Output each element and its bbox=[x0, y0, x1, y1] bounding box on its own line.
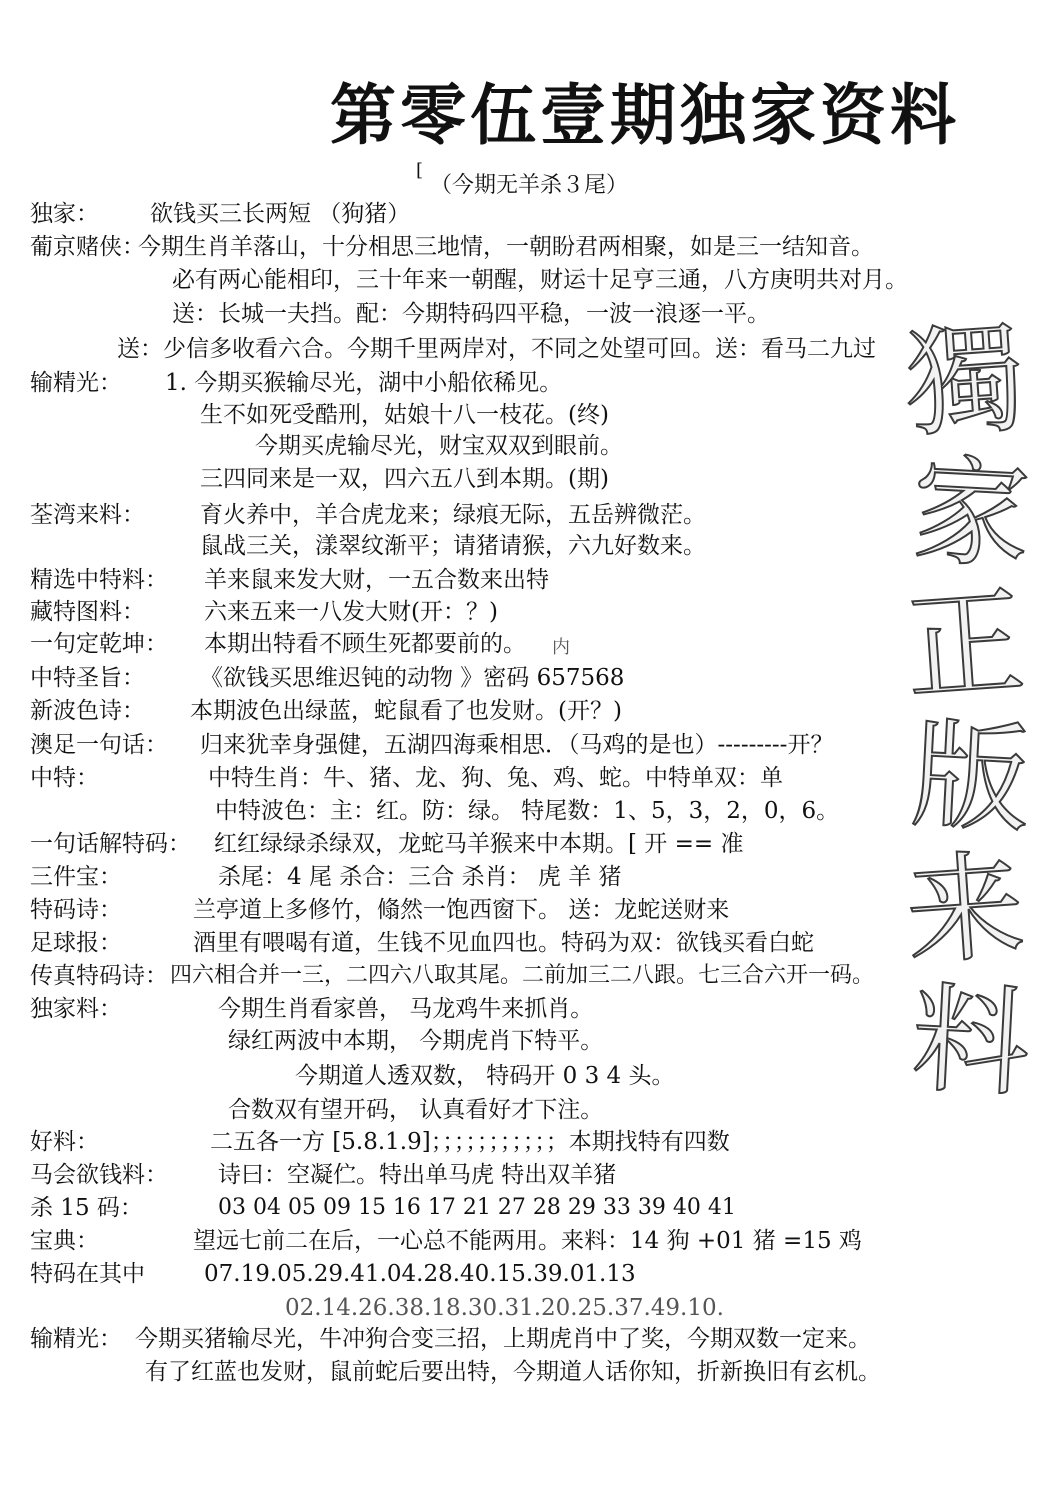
row-label: 荃湾来料： bbox=[30, 502, 145, 528]
row-text: 二五各一方 [5.8.1.9]；；；；；；；；；；；本期找特有四数 bbox=[210, 1129, 730, 1155]
watermark-stamp bbox=[895, 308, 1035, 1114]
watermark-char: 版 bbox=[908, 705, 1034, 850]
row-text: 红红绿绿杀绿双，龙蛇马羊猴来中本期。[ 开 == 准 bbox=[214, 831, 744, 857]
row-text: 今期道人透双数， 特码开 0 3 4 头。 bbox=[295, 1063, 675, 1089]
row-text: 六来五来一八发大财(开：？) bbox=[204, 599, 498, 625]
page-subtitle: （今期无羊杀３尾） bbox=[430, 173, 629, 198]
row-text: 归来犹幸身强健，五湖四海乘相思．（马鸡的是也）---------开？ bbox=[200, 732, 834, 758]
row-label: 杀 15 码： bbox=[30, 1195, 143, 1221]
row-label: 藏特图料： bbox=[30, 599, 145, 625]
row-label: 三件宝： bbox=[30, 864, 122, 890]
row-label: 澳足一句话： bbox=[30, 732, 168, 758]
row-label: 宝典： bbox=[30, 1228, 99, 1254]
row-text: 鼠战三关，漾翠纹渐平；请猪请猴，六九好数来。 bbox=[200, 533, 706, 559]
row-text: 中特生肖：牛、猪、龙、狗、兔、鸡、蛇。中特单双：单 bbox=[208, 765, 783, 791]
row-label: 特码在其中 bbox=[30, 1261, 145, 1287]
row-text: 今期买猪输尽光，牛冲狗合变三招，上期虎肖中了奖，今期双数一定来。 bbox=[135, 1326, 871, 1352]
row-label: 一句定乾坤： bbox=[30, 631, 168, 657]
watermark-char: 正 bbox=[901, 572, 1029, 718]
row-text: 四六相合并一三，二四六八取其尾。二前加三二八跟。七三合六开一码。 bbox=[170, 963, 875, 988]
row-text: 有了红蓝也发财，鼠前蛇后要出特，今期道人话你知，折新换旧有玄机。 bbox=[145, 1359, 881, 1385]
watermark-char: 家 bbox=[908, 441, 1034, 586]
row-text: 《欲钱买思维迟钝的动物 》密码 657568 bbox=[200, 665, 625, 691]
row-text: 生不如死受酷刑，姑娘十八一枝花。(终) bbox=[200, 402, 609, 428]
row-text: 必有两心能相印，三十年来一朝醒，财运十足亨三通，八方庚明共对月。 bbox=[172, 267, 908, 293]
row-text: 02.14.26.38.18.30.31.20.25.37.49.10. bbox=[285, 1295, 724, 1321]
row-label: 独家： bbox=[30, 201, 99, 227]
row-label: 精选中特料： bbox=[30, 567, 168, 593]
row-text: 望远七前二在后，一心总不能两用。来料：14 狗 +01 猪 =15 鸡 bbox=[193, 1228, 862, 1254]
watermark-char: 料 bbox=[908, 969, 1034, 1114]
row-text: 酒里有喂喝有道，生钱不见血四也。特码为双：欲钱买看白蛇 bbox=[193, 930, 814, 956]
row-label: 中特： bbox=[30, 765, 99, 791]
row-text: 兰亭道上多修竹，翛然一饱西窗下。 送：龙蛇送财来 bbox=[193, 897, 730, 923]
row-text: 中特波色：主：红。防：绿。 特尾数：1、5，3，2，0，6。 bbox=[215, 798, 840, 824]
row-text: 杀尾：4 尾 杀合：三合 杀肖： 虎 羊 猪 bbox=[218, 864, 622, 890]
row-label: 特码诗： bbox=[30, 897, 122, 923]
row-label: 新波色诗： bbox=[30, 698, 145, 724]
row-text: 送：少信多收看六合。今期千里两岸对，不同之处望可回。送：看马二九过 bbox=[117, 336, 876, 362]
row-text: 合数双有望开码， 认真看好才下注。 bbox=[228, 1097, 604, 1123]
row-text: 羊来鼠来发大财，一五合数来出特 bbox=[204, 567, 549, 593]
row-text: 本期波色出绿蓝，蛇鼠看了也发财。(开？) bbox=[190, 698, 622, 724]
page-title: 第零伍壹期独家资料 bbox=[330, 77, 960, 154]
row-label: 中特圣旨： bbox=[30, 665, 145, 691]
row-text: 03 04 05 09 15 16 17 21 27 28 29 33 39 40 41 bbox=[218, 1195, 736, 1220]
row-label: 一句话解特码： bbox=[30, 831, 191, 857]
row-text: 本期出特看不顾生死都要前的。 bbox=[204, 631, 526, 657]
row-text: 07.19.05.29.41.04.28.40.15.39.01.13 bbox=[204, 1261, 636, 1287]
row-label: 马会欲钱料： bbox=[30, 1162, 168, 1188]
row-label: 好料： bbox=[30, 1129, 99, 1155]
row-label: 传真特码诗： bbox=[30, 963, 168, 989]
row-text: 绿红两波中本期， 今期虎肖下特平。 bbox=[228, 1028, 604, 1054]
row-text: 欲钱买三长两短 （狗猪） bbox=[150, 201, 411, 227]
row-text: 今期生肖羊落山，十分相思三地情，一朝盼君两相聚，如是三一结知音。 bbox=[138, 234, 874, 260]
row-text-fragment: 内 bbox=[552, 637, 570, 658]
bracket-mark: [ bbox=[416, 160, 424, 181]
row-label: 葡京赌侠： bbox=[30, 234, 145, 260]
watermark-char: 獨 bbox=[901, 308, 1029, 454]
watermark-char: 来 bbox=[901, 836, 1029, 982]
row-text: 今期生肖看家兽， 马龙鸡牛来抓肖。 bbox=[218, 996, 594, 1022]
row-text: 今期买虎输尽光，财宝双双到眼前。 bbox=[255, 433, 623, 459]
row-text: 三四同来是一双，四六五八到本期。(期) bbox=[200, 466, 609, 492]
row-label: 输精光： bbox=[30, 370, 122, 396]
row-text: 送：长城一夫挡。配：今期特码四平稳，一波一浪逐一平。 bbox=[172, 301, 770, 327]
row-text: 诗曰：空凝伫。特出单马虎 特出双羊猪 bbox=[218, 1162, 617, 1188]
row-label: 独家料： bbox=[30, 996, 122, 1022]
row-text: 育火养中，羊合虎龙来；绿痕无际，五岳辨微茫。 bbox=[200, 502, 706, 528]
row-text: 1. 今期买猴输尽光，湖中小船依稀见。 bbox=[165, 370, 563, 396]
row-label: 足球报： bbox=[30, 930, 122, 956]
row-label: 输精光： bbox=[30, 1326, 122, 1352]
